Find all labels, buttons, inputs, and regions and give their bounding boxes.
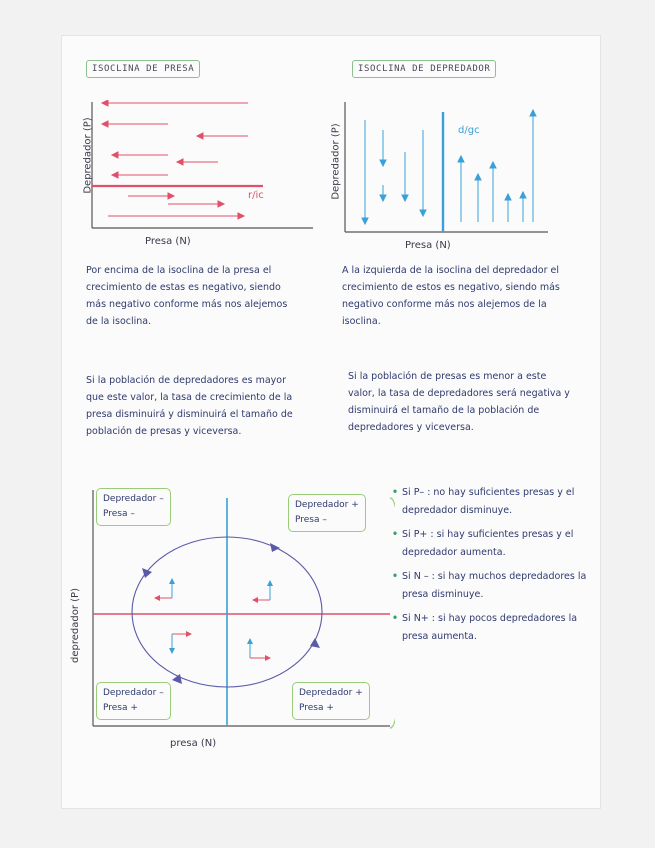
quadrant-top-right-line-1: Depredador + xyxy=(295,500,359,510)
quadrant-top-left xyxy=(96,488,171,526)
predator-isocline-description: A la izquierda de la isoclina del depredador el crecimiento de estos es negativo, siendo más negativo conforme más nos alejemos de la isoclina. xyxy=(342,265,560,327)
note-item: • Si P– : no hay suficientes presas y el depredador disminuye. xyxy=(392,484,592,520)
prey-chart-x-label: Presa (N) xyxy=(145,236,191,247)
predator-decrease-arrows xyxy=(362,120,426,224)
quadrant-bottom-left-line-1: Depredador – xyxy=(103,688,164,698)
quadrant-bottom-right xyxy=(292,682,370,720)
quadrant-bottom-left xyxy=(96,682,171,720)
phase-y-label: depredador (P) xyxy=(69,588,81,663)
prey-increase-arrows xyxy=(108,193,244,219)
note-item: • Si N – : si hay muchos depredadores la presa disminuye. xyxy=(392,568,592,604)
prey-chart-y-label: Depredador (P) xyxy=(82,117,94,194)
prey-isocline-note: Si la población de depredadores es mayor que este valor, la tasa de crecimiento de la presa disminuirá y disminuirá el tamaño de población de presas y viceversa. xyxy=(86,375,293,437)
prey-isocline-chart xyxy=(88,100,318,235)
predator-chart-y-label: Depredador (P) xyxy=(330,123,342,200)
quadrant-top-right xyxy=(288,494,366,532)
prey-isocline-label: r/ic xyxy=(248,190,264,201)
note-item: • Si P+ : si hay suficientes presas y el depredador aumenta. xyxy=(392,526,592,562)
predator-isocline-note: Si la población de presas es menor a este valor, la tasa de depredadores será negativa y disminuirá el tamaño de la población de depredadores y viceversa. xyxy=(348,371,570,433)
prey-decrease-arrows xyxy=(102,100,248,178)
predator-isocline-chart xyxy=(343,100,553,240)
quadrant-bottom-right-line-1: Depredador + xyxy=(299,688,363,698)
prey-isocline-title: ISOCLINA DE PRESA xyxy=(86,60,200,78)
predator-isocline-title: ISOCLINA DE DEPREDADOR xyxy=(352,60,496,78)
phase-quadrant-vectors xyxy=(154,578,273,661)
phase-x-label: presa (N) xyxy=(170,738,217,749)
quadrant-bottom-left-line-2: Presa + xyxy=(103,703,138,713)
predator-isocline-label: d/gc xyxy=(458,125,480,136)
quadrant-top-right-line-2: Presa – xyxy=(295,515,327,525)
notes-list xyxy=(392,484,592,652)
quadrant-top-left-line-1: Depredador – xyxy=(103,494,164,504)
quadrant-top-left-line-2: Presa – xyxy=(103,509,135,519)
note-item: • Si N+ : si hay pocos depredadores la presa aumenta. xyxy=(392,610,592,646)
predator-chart-x-label: Presa (N) xyxy=(405,240,451,251)
quadrant-bottom-right-line-2: Presa + xyxy=(299,703,334,713)
prey-isocline-description: Por encima de la isoclina de la presa el crecimiento de estas es negativo, siendo más negativo conforme más nos alejemos de la isoclina. xyxy=(86,265,288,327)
